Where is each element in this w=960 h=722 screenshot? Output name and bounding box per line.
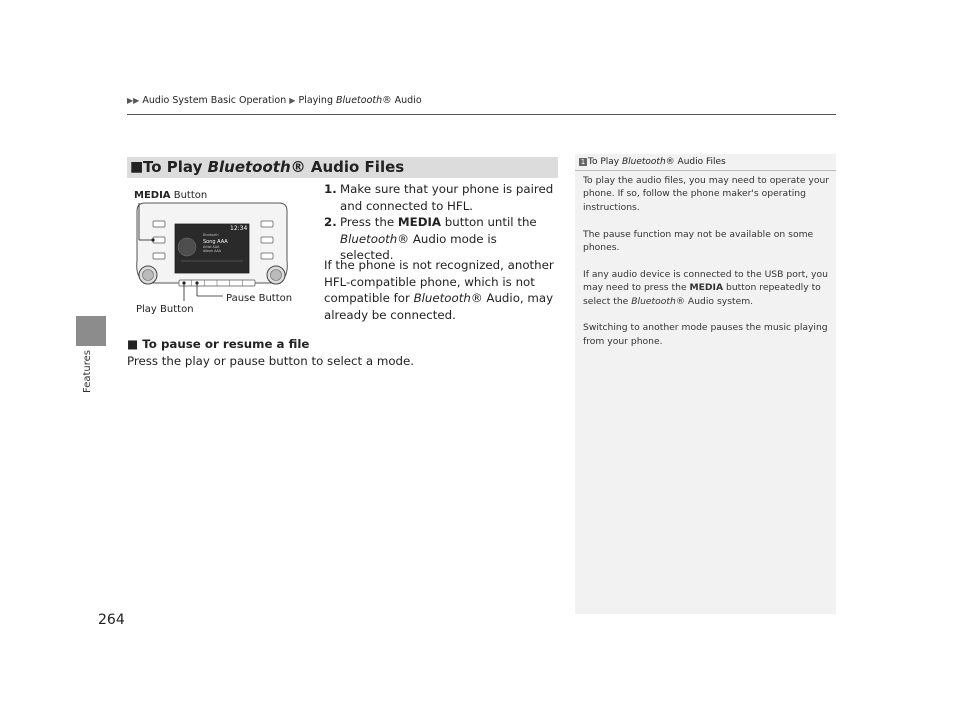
back-button xyxy=(153,253,165,259)
section-title: To Play Bluetooth® Audio Files xyxy=(143,158,405,176)
subsection-marker-icon: ■ xyxy=(127,337,139,351)
subsection-text: Press the play or pause button to select a mode. xyxy=(127,354,415,368)
subsection-heading: ■ To pause or resume a file xyxy=(127,337,310,351)
chapter-tab-label: Features xyxy=(82,350,93,393)
page-number: 264 xyxy=(98,612,125,628)
radio-button xyxy=(153,221,165,227)
breadcrumb xyxy=(127,95,422,106)
sidenote-title: 1 To Play Bluetooth® Audio Files xyxy=(580,157,726,167)
svg-text:12:34: 12:34 xyxy=(230,225,248,232)
header-divider xyxy=(127,114,836,115)
breadcrumb-part-1[interactable]: Audio System Basic Operation xyxy=(142,95,287,106)
svg-text:Album AAA: Album AAA xyxy=(203,249,221,253)
compatibility-note: If the phone is not recognized, another HFL-compatible phone, which is not compatible for Bluetooth® Audio, may already be connected. xyxy=(324,258,554,322)
breadcrumb-arrow-icon: ▶▶ xyxy=(127,96,140,105)
sidenote-divider xyxy=(575,170,836,171)
svg-text:Bluetooth: Bluetooth xyxy=(203,233,219,237)
note-reference-icon: 1 xyxy=(580,158,586,166)
step-item: 2. Press the MEDIA button until the Bluetooth® Audio mode is selected. xyxy=(324,215,537,262)
svg-text:Song AAA: Song AAA xyxy=(203,239,228,245)
media-button xyxy=(153,237,165,243)
section-marker-icon: ■ xyxy=(130,159,144,175)
sidenote-paragraph: The pause function may not be available on some phones. xyxy=(583,228,814,254)
svg-text:Artist AAA: Artist AAA xyxy=(203,245,220,249)
phone-button xyxy=(261,221,273,227)
breadcrumb-part-2[interactable]: Playing Bluetooth® Audio xyxy=(298,95,422,106)
chapter-tab-marker xyxy=(76,316,106,346)
sidenote-paragraph: If any audio device is connected to the USB port, you may need to press the MEDIA button repeatedly to select the Bluetooth® Audio system. xyxy=(583,268,828,307)
step-item: 1. Make sure that your phone is paired and connected to HFL. xyxy=(324,182,554,213)
settings-button xyxy=(261,237,273,243)
sidenote-paragraph: Switching to another mode pauses the music playing from your phone. xyxy=(583,322,828,347)
sidenote-body xyxy=(583,174,831,362)
audio-unit-figure xyxy=(127,183,297,325)
procedure-steps xyxy=(324,181,554,264)
album-art-icon xyxy=(178,238,196,256)
pause-button-label: Pause Button xyxy=(226,293,293,304)
sidenote-paragraph: To play the audio files, you may need to operate your phone. If so, follow the phone maker's operating instructions. xyxy=(583,175,830,213)
media-button-label: MEDIA Button xyxy=(134,190,208,201)
section-heading xyxy=(127,157,558,178)
breadcrumb-arrow-icon: ▶ xyxy=(289,96,296,105)
home-button xyxy=(261,253,273,259)
play-button-label: Play Button xyxy=(136,304,194,315)
